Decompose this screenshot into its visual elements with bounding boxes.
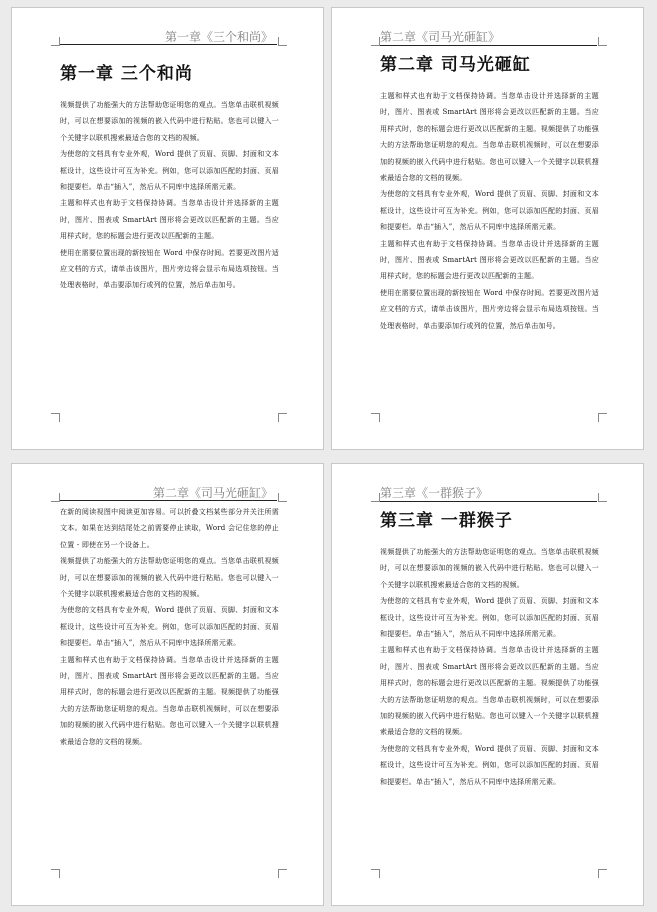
page-body[interactable] — [380, 54, 599, 334]
page-body[interactable] — [60, 504, 279, 750]
page-header[interactable]: 第三章《一群猴子》 — [380, 485, 597, 502]
body-paragraph: 视频提供了功能强大的方法帮助您证明您的观点。当您单击联机视频时，可以在想要添加的视频的嵌入代码中进行粘贴。您也可以键入一个关键字以联机搜索最适合您的文档的视频。 — [60, 101, 279, 142]
page-header[interactable]: 第二章《司马光砸缸》 — [60, 485, 277, 501]
crop-mark-top-right — [598, 37, 607, 46]
body-paragraph: 主题和样式也有助于文档保持协调。当您单击设计并选择新的主题时，图片、图表或 SmartArt 图形将会更改以匹配新的主题。当应用样式时，您的标题会进行更改以匹配新的主题。 — [60, 199, 279, 241]
crop-mark-top-left — [371, 493, 380, 502]
body-paragraph: 主题和样式也有助于文档保持协调。当您单击设计并选择新的主题时，图片、图表或 SmartArt 图形将会更改以匹配新的主题。当应用样式时，您的标题会进行更改以匹配新的主题。视频提供了功能强大的方法帮助您证明您的观点。当您单击联机视频时，可以在想要添加的视频的嵌入代码中进行粘贴。您也可以键入一个关键字以联机搜索最适合您的文档的视频。 — [380, 92, 599, 183]
crop-mark-top-right — [598, 493, 607, 502]
body-paragraph: 为使您的文档具有专业外观，Word 提供了页眉、页脚、封面和文本框设计，这些设计可互为补充。例如，您可以添加匹配的封面、页眉和提要栏。单击“插入”，然后从不同库中选择所需元素。 — [380, 744, 599, 786]
crop-mark-bottom-left — [51, 413, 60, 422]
crop-mark-bottom-right — [598, 413, 607, 422]
crop-mark-bottom-right — [598, 869, 607, 878]
body-paragraph: 为使您的文档具有专业外观，Word 提供了页眉、页脚、封面和文本框设计，这些设计可互为补充。例如，您可以添加匹配的封面、页眉和提要栏。单击“插入”，然后从不同库中选择所需元素。 — [380, 597, 599, 639]
page-header[interactable]: 第二章《司马光砸缸》 — [380, 29, 597, 46]
body-paragraph: 为使您的文档具有专业外观，Word 提供了页眉、页脚、封面和文本框设计，这些设计可互为补充。例如，您可以添加匹配的封面、页眉和提要栏。单击“插入”，然后从不同库中选择所需元素。 — [380, 190, 599, 232]
crop-mark-top-left — [51, 493, 60, 502]
crop-mark-bottom-right — [278, 413, 287, 422]
body-paragraph: 为使您的文档具有专业外观，Word 提供了页眉、页脚、封面和文本框设计，这些设计可互为补充。例如，您可以添加匹配的封面、页眉和提要栏。单击“插入”，然后从不同库中选择所需元素。 — [60, 606, 279, 648]
body-paragraph: 为使您的文档具有专业外观，Word 提供了页眉、页脚、封面和文本框设计，这些设计可互为补充。例如，您可以添加匹配的封面、页眉和提要栏。单击“插入”，然后从不同库中选择所需元素。 — [60, 150, 279, 192]
page-body[interactable] — [60, 63, 279, 294]
crop-mark-bottom-left — [51, 869, 60, 878]
body-paragraph: 主题和样式也有助于文档保持协调。当您单击设计并选择新的主题时，图片、图表或 SmartArt 图形将会更改以匹配新的主题。当应用样式时，您的标题会进行更改以匹配新的主题。视频提供了功能强大的方法帮助您证明您的观点。当您单击联机视频时，可以在想要添加的视频的嵌入代码中进行粘贴。您也可以键入一个关键字以联机搜索最适合您的文档的视频。 — [380, 646, 599, 737]
document-page-4[interactable] — [331, 463, 644, 906]
crop-mark-bottom-right — [278, 869, 287, 878]
chapter-title: 第二章 司马光砸缸 — [380, 55, 531, 75]
document-page-2[interactable] — [331, 7, 644, 450]
page-body[interactable] — [380, 510, 599, 790]
chapter-title: 第一章 三个和尚 — [60, 64, 193, 84]
document-page-3[interactable] — [11, 463, 324, 906]
body-paragraph: 使用在需要位置出现的新按钮在 Word 中保存时间。若要更改图片适应文档的方式，请单击该图片，图片旁边将会显示布局选项按钮。当处理表格时，单击要添加行或列的位置，然后单击加号。 — [380, 288, 599, 330]
crop-mark-top-left — [51, 37, 60, 46]
chapter-title: 第三章 一群猴子 — [380, 511, 513, 531]
body-paragraph: 主题和样式也有助于文档保持协调。当您单击设计并选择新的主题时，图片、图表或 SmartArt 图形将会更改以匹配新的主题。当应用样式时，您的标题会进行更改以匹配新的主题。 — [380, 239, 599, 281]
body-paragraph: 在新的阅读视图中阅读更加容易。可以折叠文档某些部分并关注所需文本。如果在达到结尾处之前需要停止读取，Word 会记住您的停止位置 - 即使在另一个设备上。 — [60, 508, 279, 549]
crop-mark-top-right — [278, 37, 287, 46]
crop-mark-bottom-left — [371, 869, 380, 878]
crop-mark-top-left — [371, 37, 380, 46]
page-header[interactable]: 第一章《三个和尚》 — [60, 29, 277, 45]
body-paragraph: 主题和样式也有助于文档保持协调。当您单击设计并选择新的主题时，图片、图表或 SmartArt 图形将会更改以匹配新的主题。当应用样式时，您的标题会进行更改以匹配新的主题。视频提供了功能强大的方法帮助您证明您的观点。当您单击联机视频时，可以在想要添加的视频的嵌入代码中进行粘贴。您也可以键入一个关键字以联机搜索最适合您的文档的视频。 — [60, 655, 279, 746]
crop-mark-top-right — [278, 493, 287, 502]
body-paragraph: 视频提供了功能强大的方法帮助您证明您的观点。当您单击联机视频时，可以在想要添加的视频的嵌入代码中进行粘贴。您也可以键入一个关键字以联机搜索最适合您的文档的视频。 — [60, 557, 279, 599]
body-paragraph: 使用在需要位置出现的新按钮在 Word 中保存时间。若要更改图片适应文档的方式，请单击该图片，图片旁边将会显示布局选项按钮。当处理表格时，单击要添加行或列的位置，然后单击加号。 — [60, 248, 279, 290]
document-page-1[interactable] — [11, 7, 324, 450]
crop-mark-bottom-left — [371, 413, 380, 422]
body-paragraph: 视频提供了功能强大的方法帮助您证明您的观点。当您单击联机视频时，可以在想要添加的视频的嵌入代码中进行粘贴。您也可以键入一个关键字以联机搜索最适合您的文档的视频。 — [380, 548, 599, 589]
